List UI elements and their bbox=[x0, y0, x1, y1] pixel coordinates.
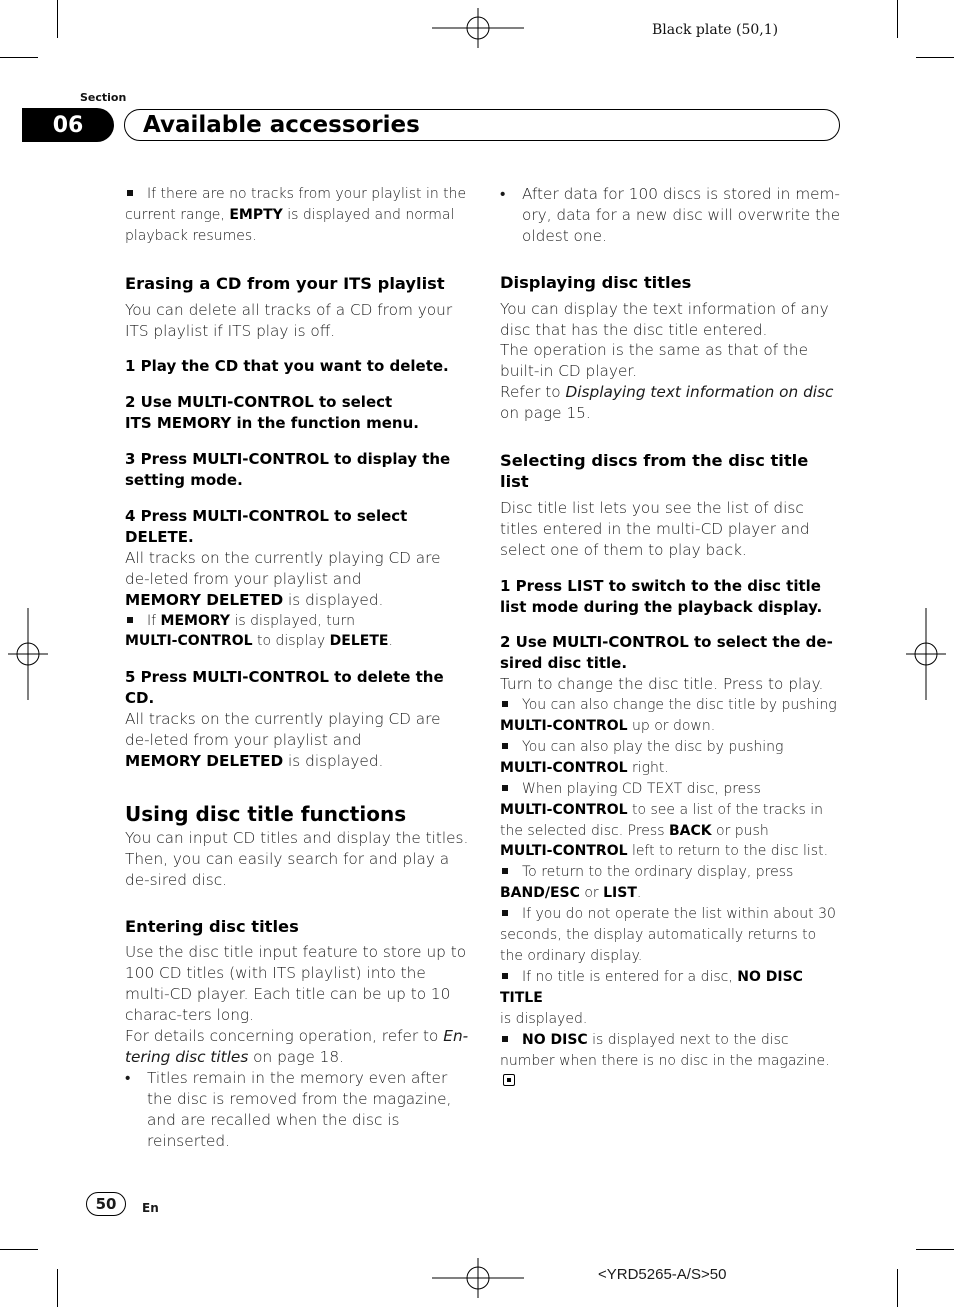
erase-step-5: 5 Press MULTI-CONTROL to delete the CD. bbox=[125, 668, 444, 708]
square-bullet-icon bbox=[127, 617, 133, 623]
erase-step-2a: 2 Use MULTI-CONTROL to select bbox=[125, 393, 393, 412]
step4-display: MEMORY DELETED is displayed. bbox=[125, 590, 384, 609]
square-bullet-icon bbox=[502, 1036, 508, 1042]
crop-mark bbox=[897, 0, 898, 38]
right-column bbox=[500, 184, 842, 1092]
entering-bullet: • Titles remain in the memory even after the disc is removed from the magazine, and are recalled when the disc is reinserted. bbox=[125, 1068, 452, 1150]
select-step-2: 2 Use MULTI-CONTROL to select the de-sired disc title. bbox=[500, 633, 833, 673]
square-bullet-icon bbox=[502, 743, 508, 749]
crop-mark bbox=[57, 1269, 58, 1307]
using-heading: Using disc title functions bbox=[125, 801, 407, 826]
crop-mark bbox=[57, 0, 58, 38]
erase-step-1: 1 Play the CD that you want to delete. bbox=[125, 357, 449, 376]
memory-bullet: • After data for 100 discs is stored in mem-ory, data for a new disc will overwrite the oldest one. bbox=[500, 185, 841, 245]
square-bullet-icon bbox=[127, 190, 133, 196]
registration-mark-icon bbox=[432, 8, 524, 48]
erase-step-2b: ITS MEMORY in the function menu. bbox=[125, 414, 419, 433]
registration-mark-icon bbox=[432, 1258, 524, 1298]
step4-body: All tracks on the currently playing CD are de-leted from your playlist and bbox=[125, 548, 441, 588]
erasing-body: You can delete all tracks of a CD from your ITS playlist if ITS play is off. bbox=[125, 300, 453, 340]
entering-body: Use the disc title input feature to store up to 100 CD titles (with ITS playlist) into the multi-CD player. Each title can be up to 10 charac-ters long. bbox=[125, 943, 467, 1025]
select-note-4: To return to the ordinary display, press BAND/ESC or LIST. bbox=[500, 864, 794, 902]
registration-mark-icon bbox=[8, 608, 48, 700]
displaying-body-2: The operation is the same as that of the built-in CD player. bbox=[500, 341, 809, 381]
intro-note: If there are no tracks from your playlist in the current range, EMPTY is displayed and normal playback resumes. bbox=[125, 186, 467, 244]
square-bullet-icon bbox=[502, 868, 508, 874]
registration-mark-icon bbox=[906, 608, 946, 700]
page-number: 50 bbox=[86, 1192, 126, 1216]
using-body: You can input CD titles and display the titles. Then, you can easily search for and play a de-sired disc. bbox=[125, 828, 469, 889]
document-code: <YRD5265-A/S>50 bbox=[598, 1266, 727, 1283]
square-bullet-icon bbox=[502, 701, 508, 707]
language-label: En bbox=[142, 1201, 159, 1215]
displaying-ref: Refer to Displaying text information on disc on page 15. bbox=[500, 383, 834, 423]
displaying-heading: Displaying disc titles bbox=[500, 272, 692, 292]
select-note-2: You can also play the disc by pushing MULTI-CONTROL right. bbox=[500, 738, 784, 776]
crop-mark bbox=[0, 57, 38, 58]
section-label: Section bbox=[80, 91, 127, 104]
step4-note: If MEMORY is displayed, turn MULTI-CONTROL to display DELETE. bbox=[125, 612, 393, 650]
select-note-6: If no title is entered for a disc, NO DISC TITLE is displayed. bbox=[500, 968, 803, 1027]
plate-label: Black plate (50,1) bbox=[652, 22, 779, 38]
entering-heading: Entering disc titles bbox=[125, 916, 299, 936]
page-title: Available accessories bbox=[143, 112, 420, 138]
selecting-heading: Selecting discs from the disc title list bbox=[500, 451, 809, 491]
section-number: 06 bbox=[22, 108, 114, 142]
selecting-body: Disc title list lets you see the list of disc titles entered in the multi-CD player and select one of them to play back. bbox=[500, 498, 810, 559]
square-bullet-icon bbox=[502, 785, 508, 791]
select-note-5: If you do not operate the list within about 30 seconds, the display automatically returns to the ordinary display. bbox=[500, 906, 836, 964]
step5-body: All tracks on the currently playing CD are de-leted from your playlist and bbox=[125, 710, 441, 750]
erasing-heading: Erasing a CD from your ITS playlist bbox=[125, 273, 445, 293]
select-note-7: NO DISC is displayed next to the disc number when there is no disc in the magazine. bbox=[500, 1030, 842, 1093]
select-step-1: 1 Press LIST to switch to the disc title list mode during the playback display. bbox=[500, 576, 823, 616]
select-note-1: You can also change the disc title by pushing MULTI-CONTROL up or down. bbox=[500, 697, 837, 735]
crop-mark bbox=[0, 1249, 38, 1250]
entering-ref: For details concerning operation, refer to En-tering disc titles on page 18. bbox=[125, 1027, 469, 1066]
select-step-2-body: Turn to change the disc title. Press to play. bbox=[500, 675, 824, 694]
step5-display: MEMORY DELETED is displayed. bbox=[125, 751, 384, 770]
crop-mark bbox=[916, 1249, 954, 1250]
square-bullet-icon bbox=[502, 910, 508, 916]
displaying-body-1: You can display the text information of any disc that has the disc title entered. bbox=[500, 299, 829, 339]
crop-mark bbox=[897, 1269, 898, 1307]
end-mark-icon bbox=[503, 1074, 515, 1086]
erase-step-4b: DELETE. bbox=[125, 527, 194, 546]
erase-step-4a: 4 Press MULTI-CONTROL to select bbox=[125, 506, 408, 525]
crop-mark bbox=[916, 57, 954, 58]
erase-step-3: 3 Press MULTI-CONTROL to display the setting mode. bbox=[125, 450, 451, 490]
square-bullet-icon bbox=[502, 973, 508, 979]
left-column bbox=[125, 184, 470, 1152]
select-note-3: When playing CD TEXT disc, press MULTI-CONTROL to see a list of the tracks in the selected disc. Press BACK or push MULTI-CONTROL left to return to the disc list. bbox=[500, 780, 829, 860]
